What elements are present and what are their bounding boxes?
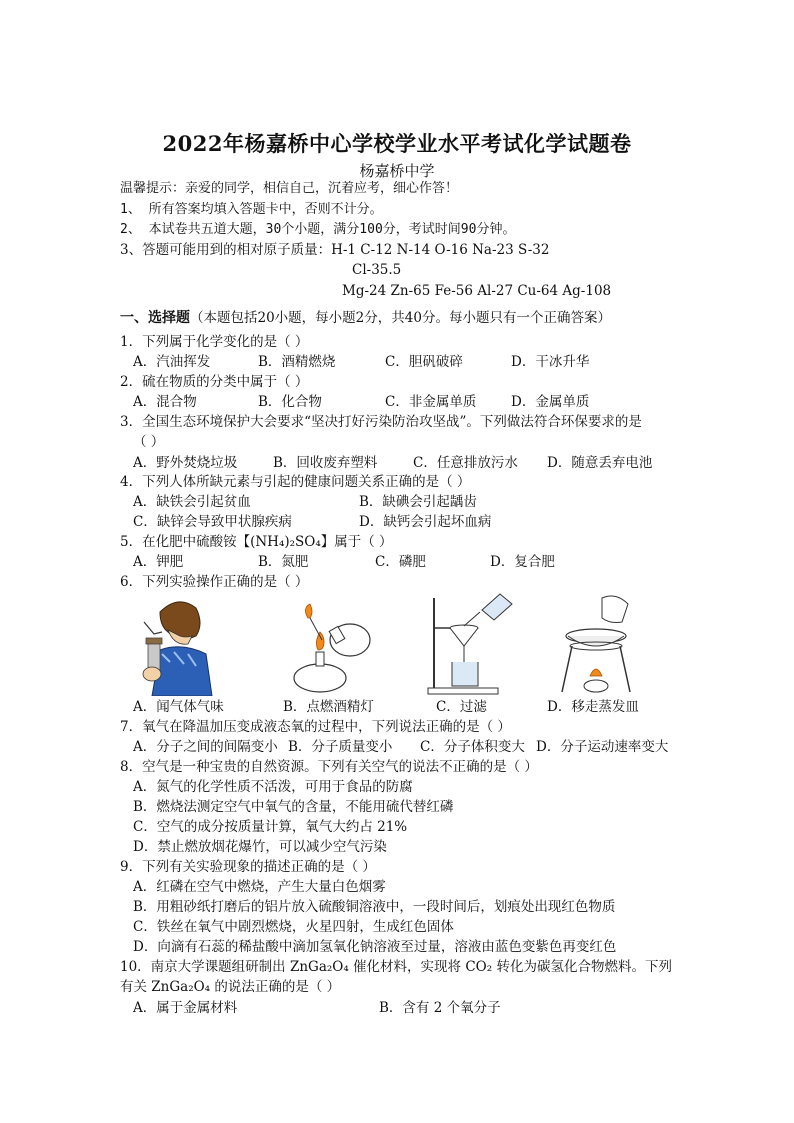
- q7-option-b[interactable]: B．分子质量变小: [288, 739, 393, 755]
- q3-option-b[interactable]: B．回收废弃塑料: [273, 455, 378, 471]
- note-3-metals: Mg-24 Zn-65 Fe-56 Al-27 Cu-64 Ag-108: [342, 283, 612, 299]
- question-1-stem: 1．下列属于化学变化的是（ ）: [120, 334, 309, 350]
- q3-option-d[interactable]: D．随意丢弃电池: [547, 455, 653, 471]
- q1-option-d[interactable]: D．干冰升华: [511, 354, 590, 370]
- question-4-stem: 4．下列人体所缺元素与引起的健康问题关系正确的是（ ）: [120, 474, 471, 490]
- q2-option-a[interactable]: A．混合物: [133, 394, 197, 410]
- q1-option-a[interactable]: A．汽油挥发: [133, 354, 211, 370]
- q6-option-a[interactable]: A．闻气体气味: [133, 699, 224, 715]
- question-9-stem: 9．下列有关实验现象的描述正确的是（ ）: [120, 859, 376, 875]
- q3-option-c[interactable]: C．任意排放污水: [413, 455, 518, 471]
- q9-option-b[interactable]: B．用粗砂纸打磨后的铝片放入硫酸铜溶液中，一段时间后，划痕处出现红色物质: [133, 899, 616, 915]
- question-5-stem: 5．在化肥中硫酸铵【(NH₄)₂SO₄】属于（ ）: [120, 534, 393, 550]
- question-10-stem-2: 有关 ZnGa₂O₄ 的说法正确的是（ ）: [120, 979, 341, 995]
- q6-option-c[interactable]: C．过滤: [436, 699, 487, 715]
- q10-option-b[interactable]: B．含有 2 个氧分子: [379, 1000, 501, 1016]
- q5-option-a[interactable]: A．钾肥: [133, 554, 184, 570]
- q8-option-b[interactable]: B．燃烧法测定空气中氧气的含量，不能用硫代替红磷: [133, 799, 454, 815]
- question-2-stem: 2．硫在物质的分类中属于（ ）: [120, 374, 309, 390]
- q1-option-b[interactable]: B．酒精燃烧: [258, 354, 336, 370]
- smell-gas-figure: [130, 592, 220, 696]
- q9-option-c[interactable]: C．铁丝在氧气中剧烈燃烧，火星四射，生成红色固体: [133, 919, 454, 935]
- question-7-stem: 7．氧气在降温加压变成液态氧的过程中，下列说法正确的是（ ）: [120, 719, 511, 735]
- question-10-stem: 10．南京大学课题组研制出 ZnGa₂O₄ 催化材料，实现将 CO₂ 转化为碳氢化合物燃料。下列: [120, 959, 672, 975]
- question-8-stem: 8．空气是一种宝贵的自然资源。下列有关空气的说法不正确的是（ ）: [120, 759, 538, 775]
- section-1-heading: [120, 309, 611, 327]
- q2-option-d[interactable]: D．金属单质: [511, 394, 590, 410]
- q4-option-c[interactable]: C．缺锌会导致甲状腺疾病: [133, 514, 292, 530]
- q5-option-d[interactable]: D．复合肥: [490, 554, 555, 570]
- exam-title: 2022年杨嘉桥中心学校学业水平考试化学试题卷: [162, 131, 632, 156]
- q7-option-c[interactable]: C．分子体积变大: [420, 739, 525, 755]
- tip-text: 温馨提示：亲爱的同学，相信自己，沉着应考，细心作答！: [120, 181, 459, 196]
- q4-option-d[interactable]: D．缺钙会引起坏血病: [359, 514, 492, 530]
- q9-option-a[interactable]: A．红磷在空气中燃烧，产生大量白色烟雾: [133, 879, 386, 895]
- q6-option-d[interactable]: D．移走蒸发皿: [547, 699, 639, 715]
- section-1-name: 一、选择题: [120, 310, 190, 326]
- q8-option-d[interactable]: D．禁止燃放烟花爆竹，可以减少空气污染: [133, 839, 387, 855]
- q9-option-d[interactable]: D．向滴有石蕊的稀盐酸中滴加氢氧化钠溶液至过量，溶液由蓝色变紫色再变红色: [133, 939, 617, 955]
- evaporating-dish-figure: [550, 592, 650, 696]
- question-6-stem: 6．下列实验操作正确的是（ ）: [120, 574, 309, 590]
- q1-option-c[interactable]: C．胆矾破碎: [385, 354, 463, 370]
- note-2: 2、 本试卷共五道大题，30个小题，满分100分，考试时间90分钟。: [120, 222, 516, 237]
- q6-option-b[interactable]: B．点燃酒精灯: [283, 699, 374, 715]
- section-1-desc: （本题包括20小题，每小题2分，共40分。每小题只有一个正确答案）: [190, 310, 611, 326]
- q4-option-b[interactable]: B．缺碘会引起龋齿: [359, 494, 477, 510]
- q4-option-a[interactable]: A．缺铁会引起贫血: [133, 494, 251, 510]
- q2-option-c[interactable]: C．非金属单质: [385, 394, 477, 410]
- q2-option-b[interactable]: B．化合物: [258, 394, 322, 410]
- note-3-cl: Cl-35.5: [352, 262, 402, 278]
- q7-option-a[interactable]: A．分子之间的间隔变小: [133, 739, 278, 755]
- q8-option-c[interactable]: C．空气的成分按质量计算，氧气大约占 21%: [133, 819, 408, 835]
- alcohol-lamp-figure: [280, 592, 380, 696]
- q8-option-a[interactable]: A．氮气的化学性质不活泼，可用于食品的防腐: [133, 779, 413, 795]
- filtration-figure: [420, 592, 520, 696]
- question-3-stem-2: （ ）: [133, 434, 165, 450]
- q7-option-d[interactable]: D．分子运动速率变大: [536, 739, 669, 755]
- q5-option-b[interactable]: B．氮肥: [258, 554, 309, 570]
- note-3: 3、答题可能用到的相对原子质量：H-1 C-12 N-14 O-16 Na-23 S-32: [120, 242, 550, 258]
- q5-option-c[interactable]: C．磷肥: [375, 554, 426, 570]
- question-6-figures: [120, 592, 680, 702]
- note-1: 1、 所有答案均填入答题卡中，否则不计分。: [120, 202, 383, 217]
- q3-option-a[interactable]: A．野外焚烧垃圾: [133, 455, 238, 471]
- q10-option-a[interactable]: A．属于金属材料: [133, 1000, 238, 1016]
- school-name: 杨嘉桥中学: [359, 162, 435, 180]
- question-3-stem: 3．全国生态环境保护大会要求“坚决打好污染防治攻坚战”。下列做法符合环保要求的是: [120, 414, 642, 430]
